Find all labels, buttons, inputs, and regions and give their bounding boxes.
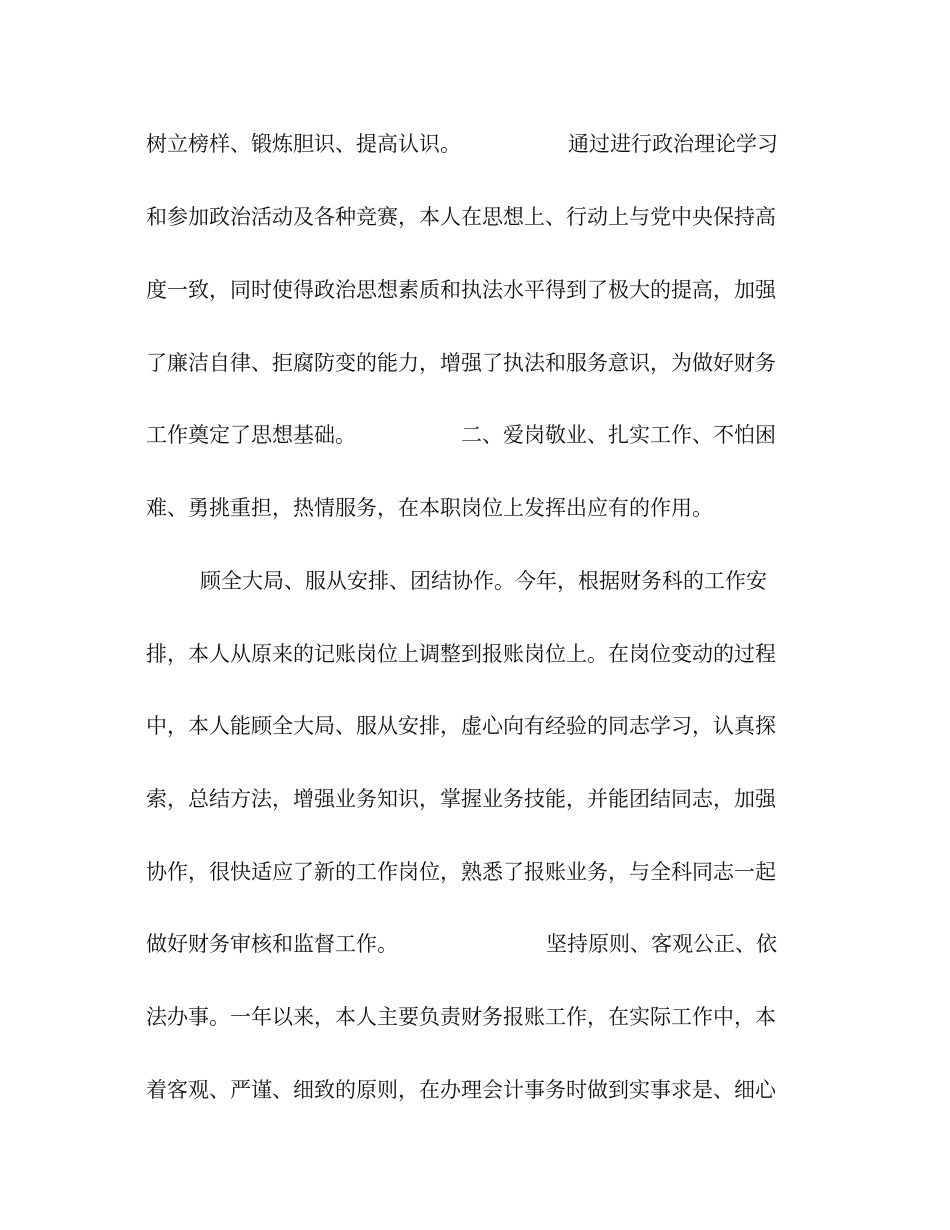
text-line <box>146 415 806 455</box>
text-line <box>146 270 806 310</box>
text-segment: 二、爱岗敬业、扎实工作、不怕困 <box>461 423 776 447</box>
text-line <box>200 561 860 601</box>
text-segment: 排，本人从原来的记账岗位上调整到报账岗位上。在岗位变动的过程 <box>146 642 776 666</box>
text-line <box>146 343 806 383</box>
text-line <box>146 634 806 674</box>
text-segment: 度一致，同时使得政治思想素质和执法水平得到了极大的提高，加强 <box>146 278 776 302</box>
text-line <box>146 852 806 892</box>
text-segment: 难、勇挑重担，热情服务，在本职岗位上发挥出应有的作用。 <box>146 496 713 520</box>
text-line <box>146 197 806 237</box>
text-segment: 做好财务审核和监督工作。 <box>146 932 398 956</box>
text-line <box>146 924 806 964</box>
text-line <box>146 1070 806 1110</box>
text-segment: 和参加政治活动及各种竞赛，本人在思想上、行动上与党中央保持高 <box>146 205 776 229</box>
text-segment: 树立榜样、锻炼胆识、提高认识。 <box>146 132 461 156</box>
text-line <box>146 124 806 164</box>
text-line <box>146 706 806 746</box>
text-segment: 索，总结方法，增强业务知识，掌握业务技能，并能团结同志，加强 <box>146 787 776 811</box>
text-segment: 坚持原则、客观公正、依 <box>546 932 777 956</box>
text-line <box>146 779 806 819</box>
text-segment: 顾全大局、服从安排、团结协作。今年，根据财务科的工作安 <box>200 569 767 593</box>
text-segment: 中，本人能顾全大局、服从安排，虚心向有经验的同志学习，认真探 <box>146 714 776 738</box>
text-segment: 法办事。一年以来，本人主要负责财务报账工作，在实际工作中，本 <box>146 1005 776 1029</box>
text-segment: 工作奠定了思想基础。 <box>146 423 356 447</box>
text-segment: 通过进行政治理论学习 <box>568 132 778 156</box>
text-segment: 协作，很快适应了新的工作岗位，熟悉了报账业务，与全科同志一起 <box>146 860 776 884</box>
text-line <box>146 997 806 1037</box>
text-line <box>146 488 806 528</box>
text-segment: 着客观、严谨、细致的原则，在办理会计事务时做到实事求是、细心 <box>146 1078 776 1102</box>
text-segment: 了廉洁自律、拒腐防变的能力，增强了执法和服务意识，为做好财务 <box>146 351 776 375</box>
